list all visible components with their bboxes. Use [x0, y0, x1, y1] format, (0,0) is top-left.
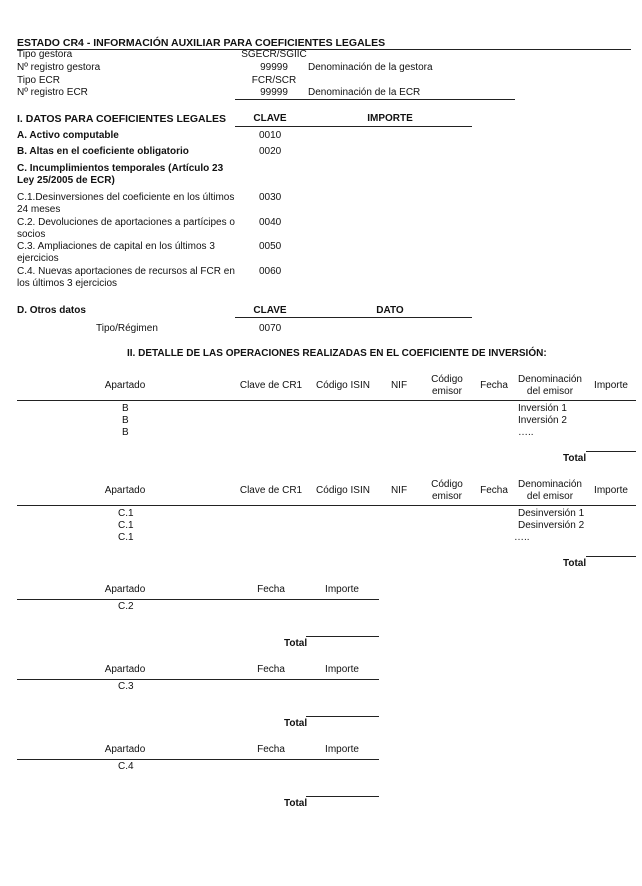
table-b-col-nif: NIF: [390, 380, 408, 391]
table-c4-total-label: Total: [284, 798, 308, 809]
section-d-header-rule: [235, 317, 472, 318]
table-c2-total-label: Total: [284, 638, 308, 649]
table-c1-col-importe: Importe: [594, 485, 628, 496]
section2-title: II. DETALLE DE LAS OPERACIONES REALIZADAS EN EL COEFICIENTE DE INVERSIÓN:: [127, 348, 547, 359]
table-c4-col-fecha: Fecha: [257, 744, 285, 755]
table-b-row-2-denominacion: Inversión 2: [518, 415, 567, 426]
table-c1-col-clave: Clave de CR1: [239, 485, 303, 496]
table-c3-total-label: Total: [284, 718, 308, 729]
table-c1-col-isin: Código ISIN: [316, 485, 370, 496]
tipo-gestora-label: Tipo gestora: [17, 49, 73, 60]
table-b-row-1-apartado: B: [122, 403, 129, 414]
row-a-code: 0010: [259, 130, 282, 141]
denominacion-gestora-label: Denominación de la gestora: [308, 62, 433, 73]
table-b-row-3-apartado: B: [122, 427, 129, 438]
table-b-header-rule: [17, 400, 636, 401]
section1-clave-header: CLAVE: [253, 113, 287, 124]
table-c1-row-1-apartado: C.1: [118, 508, 134, 519]
table-b-row-1-denominacion: Inversión 1: [518, 403, 567, 414]
tipo-regimen-label: Tipo/Régimen: [96, 323, 158, 334]
table-c4-col-importe: Importe: [325, 744, 359, 755]
row-c3-code: 0050: [259, 241, 282, 252]
tipo-ecr-label: Tipo ECR: [17, 75, 60, 86]
table-c2-header-rule: [17, 599, 379, 600]
row-b-code: 0020: [259, 146, 282, 157]
denominacion-ecr-label: Denominación de la ECR: [308, 87, 421, 98]
registro-gestora-label: Nº registro gestora: [17, 62, 101, 73]
table-c1-total-rule: [586, 556, 636, 557]
row-a-label: A. Activo computable: [17, 130, 119, 141]
section1-header-rule: [235, 126, 472, 127]
registro-ecr-label: Nº registro ECR: [17, 87, 88, 98]
table-b-col-fecha: Fecha: [480, 380, 508, 391]
table-c3-col-importe: Importe: [325, 664, 359, 675]
table-c1-row-3-apartado: C.1: [118, 532, 134, 543]
table-c3-total-rule: [306, 716, 379, 717]
table-c1-col-fecha: Fecha: [480, 485, 508, 496]
table-c1-total-label: Total: [563, 558, 587, 569]
table-b-total-label: Total: [563, 453, 587, 464]
table-c2-col-fecha: Fecha: [257, 584, 285, 595]
table-c1-header-rule: [17, 505, 636, 506]
table-c4-row-apartado: C.4: [118, 761, 134, 772]
table-c1-row-2-apartado: C.1: [118, 520, 134, 531]
table-b-col-apartado: Apartado: [104, 380, 146, 391]
section-d-dato-header: DATO: [376, 305, 404, 316]
table-b-col-clave: Clave de CR1: [239, 380, 303, 391]
table-c2-col-importe: Importe: [325, 584, 359, 595]
table-c4-col-apartado: Apartado: [104, 744, 146, 755]
section-d-clave-header: CLAVE: [253, 305, 287, 316]
table-c3-col-apartado: Apartado: [104, 664, 146, 675]
registro-ecr-value: 99999: [260, 87, 288, 98]
section-d-title: D. Otros datos: [17, 305, 86, 316]
row-c4-code: 0060: [259, 266, 282, 277]
header-rule: [235, 99, 515, 100]
table-b-row-3-denominacion: …..: [518, 427, 534, 438]
tipo-regimen-code: 0070: [259, 323, 282, 334]
table-b-col-codigo: Código emisor: [431, 374, 463, 397]
table-c3-row-apartado: C.3: [118, 681, 134, 692]
table-c1-row-2-denominacion: Desinversión 2: [518, 520, 585, 531]
row-c3-label: C.3. Ampliaciones de capital en los últimos 3 ejercicios: [17, 241, 215, 264]
table-c1-row-3-denominacion: …..: [514, 532, 530, 543]
table-c1-col-codigo: Código emisor: [431, 479, 463, 502]
page-title: ESTADO CR4 - INFORMACIÓN AUXILIAR PARA COEFICIENTES LEGALES: [17, 37, 386, 49]
table-c1-col-nif: NIF: [390, 485, 408, 496]
table-b-col-importe: Importe: [594, 380, 628, 391]
table-c3-header-rule: [17, 679, 379, 680]
row-b-label: B. Altas en el coeficiente obligatorio: [17, 146, 189, 157]
row-c-label: C. Incumplimientos temporales (Artículo 23 Ley 25/2005 de ECR): [17, 163, 224, 186]
table-b-row-2-apartado: B: [122, 415, 129, 426]
section1-title: I. DATOS PARA COEFICIENTES LEGALES: [17, 113, 227, 125]
table-c1-col-denominacion: Denominación del emisor: [518, 479, 582, 502]
table-c2-row-apartado: C.2: [118, 601, 134, 612]
row-c1-label: C.1.Desinversiones del coeficiente en los últimos 24 meses: [17, 192, 235, 215]
table-b-total-rule: [586, 451, 636, 452]
row-c4-label: C.4. Nuevas aportaciones de recursos al FCR en los últimos 3 ejercicios: [17, 266, 235, 289]
table-c4-header-rule: [17, 759, 379, 760]
table-c2-total-rule: [306, 636, 379, 637]
table-c3-col-fecha: Fecha: [257, 664, 285, 675]
title-rule: [17, 49, 631, 50]
table-c2-col-apartado: Apartado: [104, 584, 146, 595]
row-c2-label: C.2. Devoluciones de aportaciones a partícipes o socios: [17, 217, 235, 240]
row-c1-code: 0030: [259, 192, 282, 203]
table-c4-total-rule: [306, 796, 379, 797]
table-c1-row-1-denominacion: Desinversión 1: [518, 508, 585, 519]
tipo-ecr-value: FCR/SCR: [251, 75, 297, 86]
table-b-col-isin: Código ISIN: [316, 380, 370, 391]
table-b-col-denominacion: Denominación del emisor: [518, 374, 582, 397]
section1-importe-header: IMPORTE: [367, 113, 413, 124]
table-c1-col-apartado: Apartado: [104, 485, 146, 496]
tipo-gestora-value: SGECR/SGIIC: [241, 49, 307, 60]
row-c2-code: 0040: [259, 217, 282, 228]
registro-gestora-value: 99999: [260, 62, 288, 73]
